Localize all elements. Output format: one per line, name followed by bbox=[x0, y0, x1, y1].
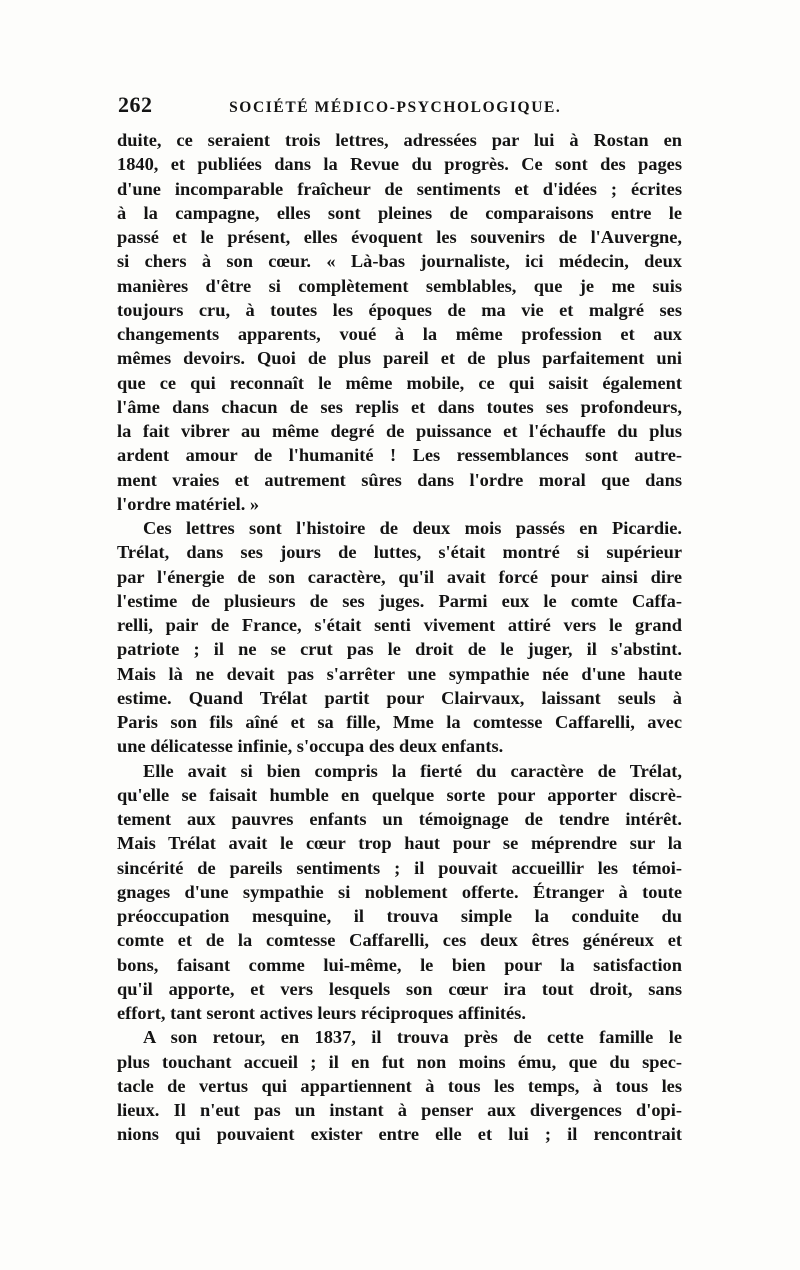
text-line: préoccupation mesquine, il trouva simple la conduite du bbox=[117, 906, 682, 926]
text-line: nions qui pouvaient exister entre elle et lui ; il rencontrait bbox=[117, 1124, 682, 1145]
text-line: effort, tant seront actives leurs réciproques affinités. bbox=[117, 1003, 526, 1023]
text-line: passé et le présent, elles évoquent les souvenirs de l'Auvergne, bbox=[117, 227, 682, 247]
text-line: l'âme dans chacun de ses replis et dans toutes ses profondeurs, bbox=[117, 396, 682, 417]
text-line: une délicatesse infinie, s'occupa des deux enfants. bbox=[117, 736, 504, 757]
running-head: SOCIÉTÉ MÉDICO-PSYCHOLOGIQUE. bbox=[229, 99, 562, 116]
text-line: mêmes devoirs. Quoi de plus pareil et de plus parfaitement uni bbox=[117, 348, 682, 369]
text-line: relli, pair de France, s'était senti vivement attiré vers le grand bbox=[117, 615, 682, 635]
text-line: à la campagne, elles sont pleines de comparaisons entre le bbox=[117, 202, 682, 223]
text-line: toujours cru, à toutes les époques de ma vie et malgré ses bbox=[117, 299, 682, 320]
text-line: comte et de la comtesse Caffarelli, ces deux êtres généreux et bbox=[117, 930, 682, 951]
text-line: bons, faisant comme lui-même, le bien pour la satisfaction bbox=[117, 954, 682, 975]
text-line: l'estime de plusieurs de ses juges. Parmi eux le comte Caffa- bbox=[117, 590, 682, 611]
text-line: ment vraies et autrement sûres dans l'ordre moral que dans bbox=[117, 469, 682, 490]
text-line: estime. Quand Trélat partit pour Clairvaux, laissant seuls à bbox=[117, 687, 682, 708]
text-line: 1840, et publiées dans la Revue du progrès. Ce sont des pages bbox=[117, 154, 682, 175]
text-line: A son retour, en 1837, il trouva près de cette famille le bbox=[143, 1027, 682, 1048]
text-line: Mais là ne devait pas s'arrêter une sympathie née d'une haute bbox=[117, 663, 682, 684]
text-line: Mais Trélat avait le cœur trop haut pour se méprendre sur la bbox=[117, 833, 682, 854]
text-line: lieux. Il n'eut pas un instant à penser aux divergences d'opi- bbox=[117, 1100, 682, 1120]
text-line: que ce qui reconnaît le même mobile, ce qui saisit également bbox=[117, 372, 682, 393]
text-line: Trélat, dans ses jours de luttes, s'était montré si supérieur bbox=[117, 542, 682, 563]
text-line: l'ordre matériel. » bbox=[117, 493, 260, 514]
text-line: changements apparents, voué à la même profession et aux bbox=[117, 324, 682, 344]
text-line: gnages d'une sympathie si noblement offerte. Étranger à toute bbox=[117, 881, 682, 902]
text-line: qu'elle se faisait humble en quelque sorte pour apporter discrè- bbox=[117, 784, 682, 805]
text-line: la fait vibrer au même degré de puissance et l'échauffe du plus bbox=[117, 421, 682, 441]
page-number: 262 bbox=[118, 92, 153, 117]
text-line: plus touchant accueil ; il en fut non moins ému, que du spec- bbox=[117, 1051, 682, 1072]
text-line: qu'il apporte, et vers lesquels son cœur ira tout droit, sans bbox=[117, 978, 682, 999]
text-line: Elle avait si bien compris la fierté du caractère de Trélat, bbox=[143, 760, 682, 781]
text-line: manières d'être si complètement semblables, que je me suis bbox=[117, 275, 682, 296]
text-line: si chers à son cœur. « Là-bas journaliste, ici médecin, deux bbox=[117, 251, 682, 272]
text-line: sincérité de pareils sentiments ; il pouvait accueillir les témoi- bbox=[117, 857, 682, 878]
text-line: Ces lettres sont l'histoire de deux mois passés en Picardie. bbox=[143, 518, 682, 538]
text-line: patriote ; il ne se crut pas le droit de le juger, il s'abstint. bbox=[117, 639, 682, 660]
body-text bbox=[117, 128, 682, 1147]
page-header bbox=[118, 92, 678, 120]
text-line: d'une incomparable fraîcheur de sentiments et d'idées ; écrites bbox=[117, 178, 682, 199]
text-line: tacle de vertus qui appartiennent à tous les temps, à tous les bbox=[117, 1075, 682, 1096]
text-line: Paris son fils aîné et sa fille, Mme la comtesse Caffarelli, avec bbox=[117, 712, 682, 732]
text-line: duite, ce seraient trois lettres, adressées par lui à Rostan en bbox=[117, 130, 682, 150]
text-line: par l'énergie de son caractère, qu'il avait forcé pour ainsi dire bbox=[117, 566, 682, 587]
text-line: ardent amour de l'humanité ! Les ressemblances sont autre- bbox=[117, 445, 682, 466]
text-line: tement aux pauvres enfants un témoignage de tendre intérêt. bbox=[117, 809, 682, 829]
